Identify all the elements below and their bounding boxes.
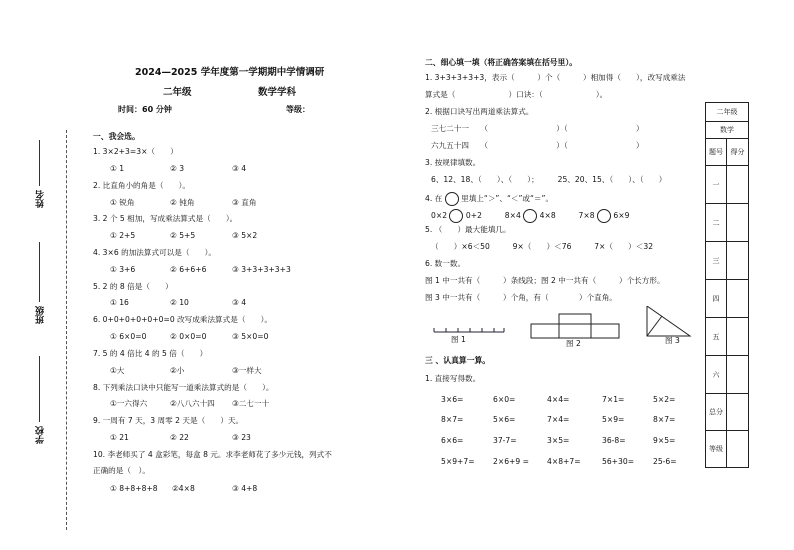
compare-circle-2[interactable] bbox=[523, 209, 537, 223]
compare-right-2: 4×8 bbox=[539, 211, 556, 220]
calc-r1-c5[interactable]: 5×2= bbox=[653, 395, 676, 404]
calc-r4-c5[interactable]: 25-6= bbox=[653, 457, 677, 466]
q5-option-1[interactable]: ① 16 bbox=[110, 298, 129, 307]
q3-option-3[interactable]: ③ 5×2 bbox=[232, 231, 258, 240]
fill-q2-row2: 六九五十四 （ ）（ ） bbox=[431, 141, 644, 150]
score-row-5: 五 bbox=[706, 318, 727, 356]
fill-q6-line1: 图 1 中一共有（ ）条线段；图 2 中一共有（ ）个长方形。 bbox=[425, 276, 665, 285]
q10-option-2[interactable]: ②4×8 bbox=[172, 484, 195, 493]
fill-q5-row: （ ）×6＜50 9×（ ）＜76 7×（ ）＜32 bbox=[431, 242, 654, 251]
q7-option-1[interactable]: ①大 bbox=[110, 366, 125, 375]
fill-q1-line1: 1. 3+3+3+3+3，表示（ ）个（ ）相加得（ ），改写成乘法 bbox=[425, 73, 686, 82]
fill-q3-text: 3. 按规律填数。 bbox=[425, 158, 481, 167]
school-label: 学校 bbox=[36, 426, 46, 444]
calc-r4-c4[interactable]: 56+30= bbox=[602, 457, 635, 466]
calc-r1-c4[interactable]: 7×1= bbox=[602, 395, 625, 404]
calc-r1-c3[interactable]: 4×4= bbox=[547, 395, 570, 404]
score-row-total: 总分 bbox=[706, 394, 727, 431]
score-table-col-question: 题号 bbox=[706, 139, 727, 166]
q2-option-2[interactable]: ② 钝角 bbox=[170, 198, 195, 207]
fill-q4-label-a: 4. 在 bbox=[425, 194, 443, 203]
q10-text-line2: 正确的是（ ）。 bbox=[93, 466, 150, 475]
name-label: 姓名 bbox=[36, 190, 46, 208]
exam-title: 2024—2025 学年度第一学期期中学情调研 bbox=[135, 67, 325, 78]
score-table-subject: 数学 bbox=[706, 122, 749, 139]
calc-r2-c1[interactable]: 8×7= bbox=[441, 415, 464, 424]
score-row-2: 二 bbox=[706, 204, 727, 242]
compare-right-3: 6×9 bbox=[613, 211, 630, 220]
compare-circle-icon bbox=[445, 192, 459, 206]
q8-option-3[interactable]: ③二七一十 bbox=[232, 399, 270, 408]
fill-q5-text: 5. （ ）最大能填几。 bbox=[425, 225, 511, 234]
score-cell-2[interactable] bbox=[727, 204, 749, 242]
q2-text: 2. 比直角小的角是（ ）。 bbox=[93, 181, 190, 190]
score-table-grade: 二年级 bbox=[706, 103, 749, 122]
compare-left-3: 7×8 bbox=[578, 211, 595, 220]
q10-option-1[interactable]: ① 8+8+8+8 bbox=[110, 484, 158, 493]
score-cell-3[interactable] bbox=[727, 242, 749, 280]
q1-option-2[interactable]: ② 3 bbox=[170, 164, 185, 173]
fill-q6-text: 6. 数一数。 bbox=[425, 259, 466, 268]
q1-text: 1. 3×2+3=3×（ ） bbox=[93, 147, 178, 156]
calc-r4-c3[interactable]: 4×8+7= bbox=[547, 457, 581, 466]
q10-option-3[interactable]: ③ 4+8 bbox=[232, 484, 258, 493]
time-label: 时间：60 分钟 bbox=[118, 105, 172, 114]
subject-label: 数学学科 bbox=[258, 87, 297, 98]
q5-option-2[interactable]: ② 10 bbox=[170, 298, 189, 307]
q4-text: 4. 3×6 的加法算式可以是（ ）。 bbox=[93, 248, 217, 257]
q10-text-line1: 10. 李老师买了 4 盒彩笔，每盒 8 元。求李老师花了多少元钱，列式不 bbox=[93, 450, 332, 459]
class-label: 班级 bbox=[36, 306, 46, 324]
q6-option-1[interactable]: ① 6×0=0 bbox=[110, 332, 147, 341]
score-row-3: 三 bbox=[706, 242, 727, 280]
figures bbox=[428, 306, 698, 346]
q7-option-3[interactable]: ③一样大 bbox=[232, 366, 262, 375]
q2-option-1[interactable]: ① 锐角 bbox=[110, 198, 135, 207]
figure-3-triangle bbox=[647, 306, 690, 336]
q4-option-1[interactable]: ① 3+6 bbox=[110, 265, 136, 274]
q7-option-2[interactable]: ②小 bbox=[170, 366, 185, 375]
binding-dashed-line bbox=[66, 130, 67, 530]
score-cell-4[interactable] bbox=[727, 280, 749, 318]
q6-text: 6. 0+0+0+0+0+0=0 改写成乘法算式是（ ）。 bbox=[93, 315, 272, 324]
figure-2-rectangles bbox=[531, 314, 619, 338]
q9-option-3[interactable]: ③ 23 bbox=[232, 433, 251, 442]
score-cell-level[interactable] bbox=[727, 431, 749, 468]
score-row-1: 一 bbox=[706, 166, 727, 204]
fill-q3-row: 6、12、18、（ ）、（ ）； 25、20、15、（ ）、（ ） bbox=[431, 175, 667, 184]
calc-r3-c3[interactable]: 3×5= bbox=[547, 436, 570, 445]
figure-1-label: 图 1 bbox=[451, 335, 466, 344]
q4-option-2[interactable]: ② 6+6+6 bbox=[170, 265, 207, 274]
calc-r3-c2[interactable]: 37-7= bbox=[493, 436, 517, 445]
figure-2-label: 图 2 bbox=[566, 339, 581, 348]
score-cell-6[interactable] bbox=[727, 356, 749, 394]
class-line[interactable] bbox=[39, 242, 40, 302]
calc-r3-c4[interactable]: 36-8= bbox=[602, 436, 626, 445]
q5-option-3[interactable]: ③ 4 bbox=[232, 298, 247, 307]
score-row-4: 四 bbox=[706, 280, 727, 318]
calc-r2-c2[interactable]: 5×6= bbox=[493, 415, 516, 424]
calc-r2-c5[interactable]: 8×7= bbox=[653, 415, 676, 424]
q3-option-1[interactable]: ① 2+5 bbox=[110, 231, 136, 240]
score-cell-5[interactable] bbox=[727, 318, 749, 356]
q1-option-3[interactable]: ③ 4 bbox=[232, 164, 247, 173]
q6-option-2[interactable]: ② 0×0=0 bbox=[170, 332, 207, 341]
section-2-title: 二、细心填一填（将正确答案填在括号里）。 bbox=[425, 58, 578, 67]
q5-text: 5. 2 的 8 倍是（ ） bbox=[93, 282, 173, 291]
q8-option-2[interactable]: ②八八六十四 bbox=[170, 399, 215, 408]
calc-r1-c1[interactable]: 3×6= bbox=[441, 395, 464, 404]
compare-left-1: 0×2 bbox=[431, 211, 448, 220]
score-row-level: 等级 bbox=[706, 431, 727, 468]
q4-option-3[interactable]: ③ 3+3+3+3+3 bbox=[232, 265, 291, 274]
school-line[interactable] bbox=[39, 356, 40, 422]
q2-option-3[interactable]: ③ 直角 bbox=[232, 198, 257, 207]
calc-r4-c1[interactable]: 5×9+7= bbox=[441, 457, 475, 466]
grade-label: 二年级 bbox=[163, 87, 192, 98]
level-label: 等级： bbox=[286, 105, 310, 114]
fill-q6-line2: 图 3 中一共有（ ）个角，有（ ）个直角。 bbox=[425, 293, 617, 302]
fill-q1-line2: 算式是（ ）口诀：（ ）。 bbox=[425, 90, 608, 99]
figure-3-label: 图 3 bbox=[665, 336, 680, 345]
q9-option-1[interactable]: ① 21 bbox=[110, 433, 129, 442]
calc-r1-c2[interactable]: 6×0= bbox=[493, 395, 516, 404]
calc-r4-c2[interactable]: 2×6+9 = bbox=[493, 457, 529, 466]
fill-q2-text: 2. 根据口诀写出两道乘法算式。 bbox=[425, 107, 534, 116]
q7-text: 7. 5 的 4 倍比 4 的 5 倍（ ） bbox=[93, 349, 208, 358]
q8-option-1[interactable]: ①一六得六 bbox=[110, 399, 148, 408]
name-line[interactable] bbox=[39, 140, 40, 186]
score-row-6: 六 bbox=[706, 356, 727, 394]
fill-q4-text bbox=[425, 192, 553, 206]
score-table bbox=[705, 102, 749, 468]
compare-right-1: 0+2 bbox=[465, 211, 482, 220]
section-3-title: 三 、认真算一算。 bbox=[425, 356, 491, 365]
score-table-col-score: 得分 bbox=[727, 139, 749, 166]
q9-text: 9. 一周有 7 天，3 周零 2 天是（ ）天。 bbox=[93, 416, 244, 425]
figure-1-line-segments bbox=[434, 328, 504, 332]
compare-circle-3[interactable] bbox=[597, 209, 611, 223]
q1-option-1[interactable]: ① 1 bbox=[110, 164, 125, 173]
score-cell-total[interactable] bbox=[727, 394, 749, 431]
calc-r2-c3[interactable]: 7×4= bbox=[547, 415, 570, 424]
q8-text: 8. 下列乘法口诀中只能写一道乘法算式的是（ ）。 bbox=[93, 383, 274, 392]
q3-text: 3. 2 个 5 相加，写成乘法算式是（ ）。 bbox=[93, 214, 238, 223]
q6-option-3[interactable]: ③ 5×0=0 bbox=[232, 332, 269, 341]
section-1-title: 一、我会选。 bbox=[93, 132, 140, 141]
q9-option-2[interactable]: ② 22 bbox=[170, 433, 189, 442]
calc-r3-c5[interactable]: 9×5= bbox=[653, 436, 676, 445]
fill-q4-row bbox=[431, 209, 629, 223]
score-cell-1[interactable] bbox=[727, 166, 749, 204]
fill-q2-row1: 三七二十一 （ ）（ ） bbox=[431, 124, 644, 133]
calc-r3-c1[interactable]: 6×6= bbox=[441, 436, 464, 445]
compare-left-2: 8×4 bbox=[504, 211, 521, 220]
q3-option-2[interactable]: ② 5+5 bbox=[170, 231, 196, 240]
fill-q4-label-b: 里填上“＞”、“＜”或“＝”。 bbox=[461, 194, 554, 203]
calc-r2-c4[interactable]: 5×9= bbox=[602, 415, 625, 424]
calc-q1-text: 1. 直接写得数。 bbox=[425, 374, 481, 383]
compare-circle-1[interactable] bbox=[449, 209, 463, 223]
